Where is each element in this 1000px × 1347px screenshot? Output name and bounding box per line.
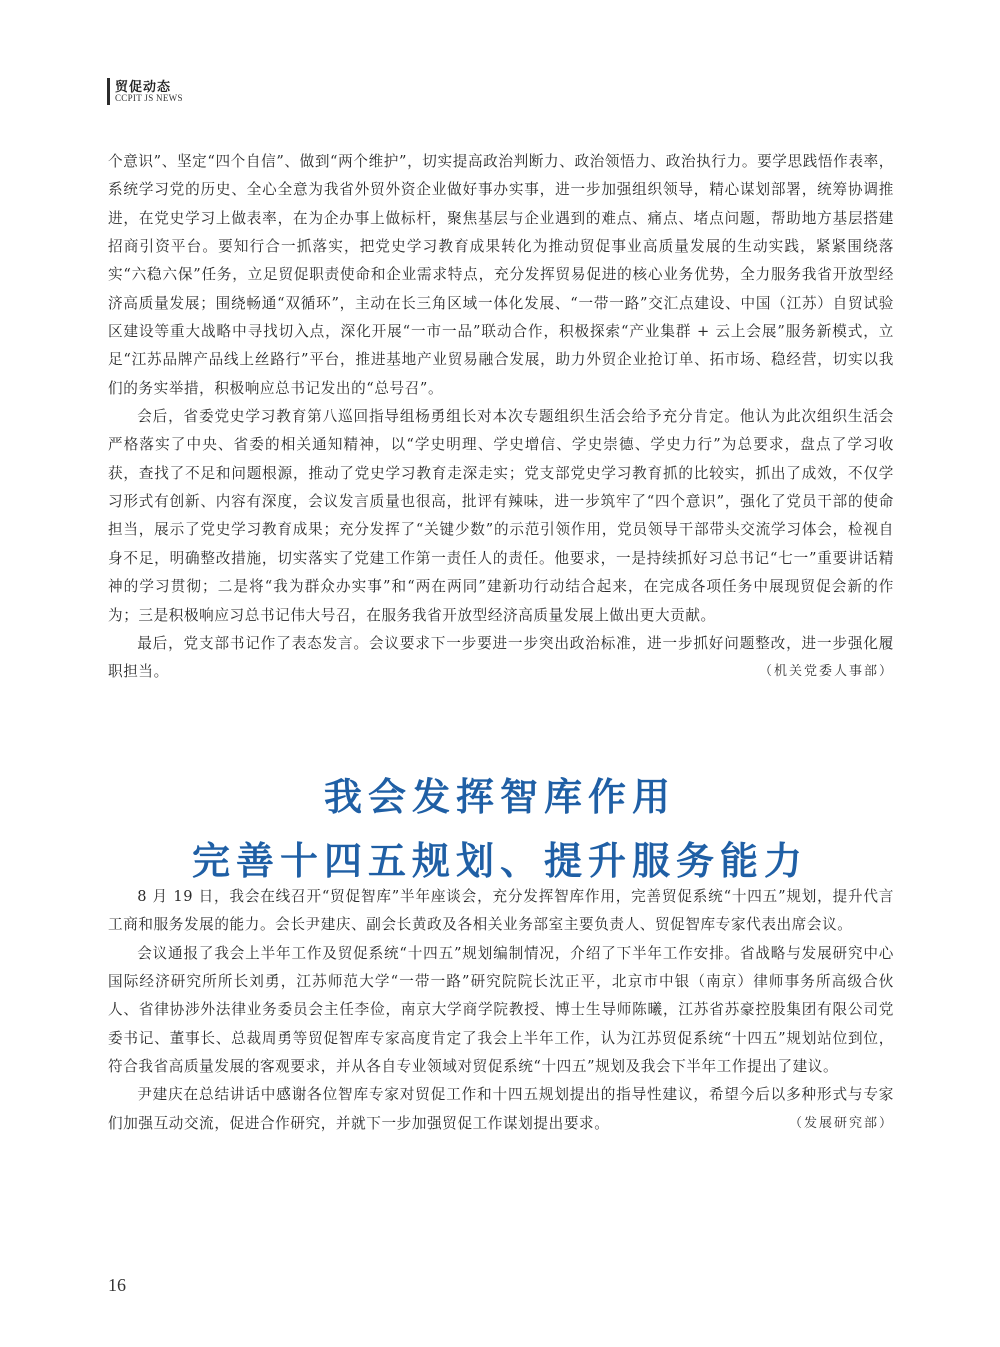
article-2-paragraph-3 — [108, 1081, 894, 1138]
article-1-paragraph-1: 个意识”、坚定“四个自信”、做到“两个维护”，切实提高政治判断力、政治领悟力、政治执行力。要学思践悟作表率，系统学习党的历史、全心全意为我省外贸外资企业做好事办实事，进一步加强组织领导，精心谋划部署，统筹协调推进，在党史学习上做表率，在为企办事上做标杆，聚焦基层与企业遇到的难点、痛点、堵点问题，帮助地方基层搭建招商引资平台。要知行合一抓落实，把党史学习教育成果转化为推动贸促事业高质量发展的生动实践，紧紧围绕落实“六稳六保”任务，立足贸促职责使命和企业需求特点，充分发挥贸易促进的核心业务优势，全力服务我省开放型经济高质量发展；围绕畅通“双循环”，主动在长三角区域一体化发展、“一带一路”交汇点建设、中国（江苏）自贸试验区建设等重大战略中寻找切入点，深化开展“一市一品”联动合作，积极探索“产业集群 + 云上会展”服务新模式，立足“江苏品牌产品线上丝路行”平台，推进基地产业贸易融合发展，助力外贸企业抢订单、拓市场、稳经营，切实以我们的务实举措，积极响应总书记发出的“总号召”。 — [108, 153, 894, 397]
article-2-title-line-1: 我会发挥智库作用 — [323, 775, 676, 819]
article-2-body — [108, 883, 894, 1138]
article-2-paragraph-1: 8 月 19 日，我会在线召开“贸促智库”半年座谈会，充分发挥智库作用，完善贸促系统“十四五”规划，提升代言工商和服务发展的能力。会长尹建庆、副会长黄政及各相关业务部室主要负责人、贸促智库专家代表出席会议。 — [108, 888, 894, 934]
header-title: 贸促动态 — [115, 80, 172, 95]
article-2-paragraph-3-text: 尹建庆在总结讲话中感谢各位智库专家对贸促工作和十四五规划提出的指导性建议，希望今后以多种形式与专家们加强互动交流，促进合作研究，并就下一步加强贸促工作谋划提出要求。 — [108, 1086, 894, 1132]
article-1-paragraph-2: 会后，省委党史学习教育第八巡回指导组杨勇组长对本次专题组织生活会给予充分肯定。他认为此次组织生活会严格落实了中央、省委的相关通知精神，以“学史明理、学史增信、学史崇德、学史力行”为总要求，盘点了学习收获，查找了不足和问题根源，推动了党史学习教育走深走实；党支部党史学习教育抓的比较实，抓出了成效，不仅学习形式有创新、内容有深度，会议发言质量也很高，批评有辣味，进一步筑牢了“四个意识”，强化了党员干部的使命担当，展示了党史学习教育成果；充分发挥了“关键少数”的示范引领作用，党员领导干部带头交流学习体会，检视自身不足，明确整改措施，切实落实了党建工作第一责任人的责任。他要求，一是持续抓好习总书记“七一”重要讲话精神的学习贯彻；二是将“我为群众办实事”和“两在两同”建新功行动结合起来，在完成各项任务中展现贸促会新的作为；三是积极响应习总书记伟大号召，在服务我省开放型经济高质量发展上做出更大贡献。 — [108, 408, 894, 624]
article-2-paragraph-2: 会议通报了我会上半年工作及贸促系统“十四五”规划编制情况，介绍了下半年工作安排。省战略与发展研究中心国际经济研究所所长刘勇，江苏师范大学“一带一路”研究院院长沈正平，北京市中银（南京）律师事务所高级合伙人、省律协涉外法律业务委员会主任李俭，南京大学商学院教授、博士生导师陈曦，江苏省苏豪控股集团有限公司党委书记、董事长、总裁周勇等贸促智库专家高度肯定了我会上半年工作，认为江苏贸促系统“十四五”规划站位到位，符合我省高质量发展的客观要求，并从各自专业领域对贸促系统“十四五”规划及我会下半年工作提出了建议。 — [108, 944, 894, 1076]
header-subtitle: CCPIT JS NEWS — [115, 93, 183, 103]
article-1-paragraph-3-text: 最后，党支部书记作了表态发言。会议要求下一步要进一步突出政治标准，进一步抓好问题整改，进一步强化履职担当。 — [108, 634, 894, 681]
article-1-body — [108, 148, 894, 687]
header-accent-bar — [107, 78, 110, 105]
article-2-title — [0, 768, 1000, 890]
page-number: 16 — [108, 1275, 126, 1295]
article-2-department: （发展研究部） — [788, 1115, 894, 1131]
article-2-title-line-2: 完善十四五规划、提升服务能力 — [191, 839, 808, 883]
article-1-department: （机关党委人事部） — [758, 664, 894, 680]
article-1-paragraph-3 — [108, 630, 894, 687]
